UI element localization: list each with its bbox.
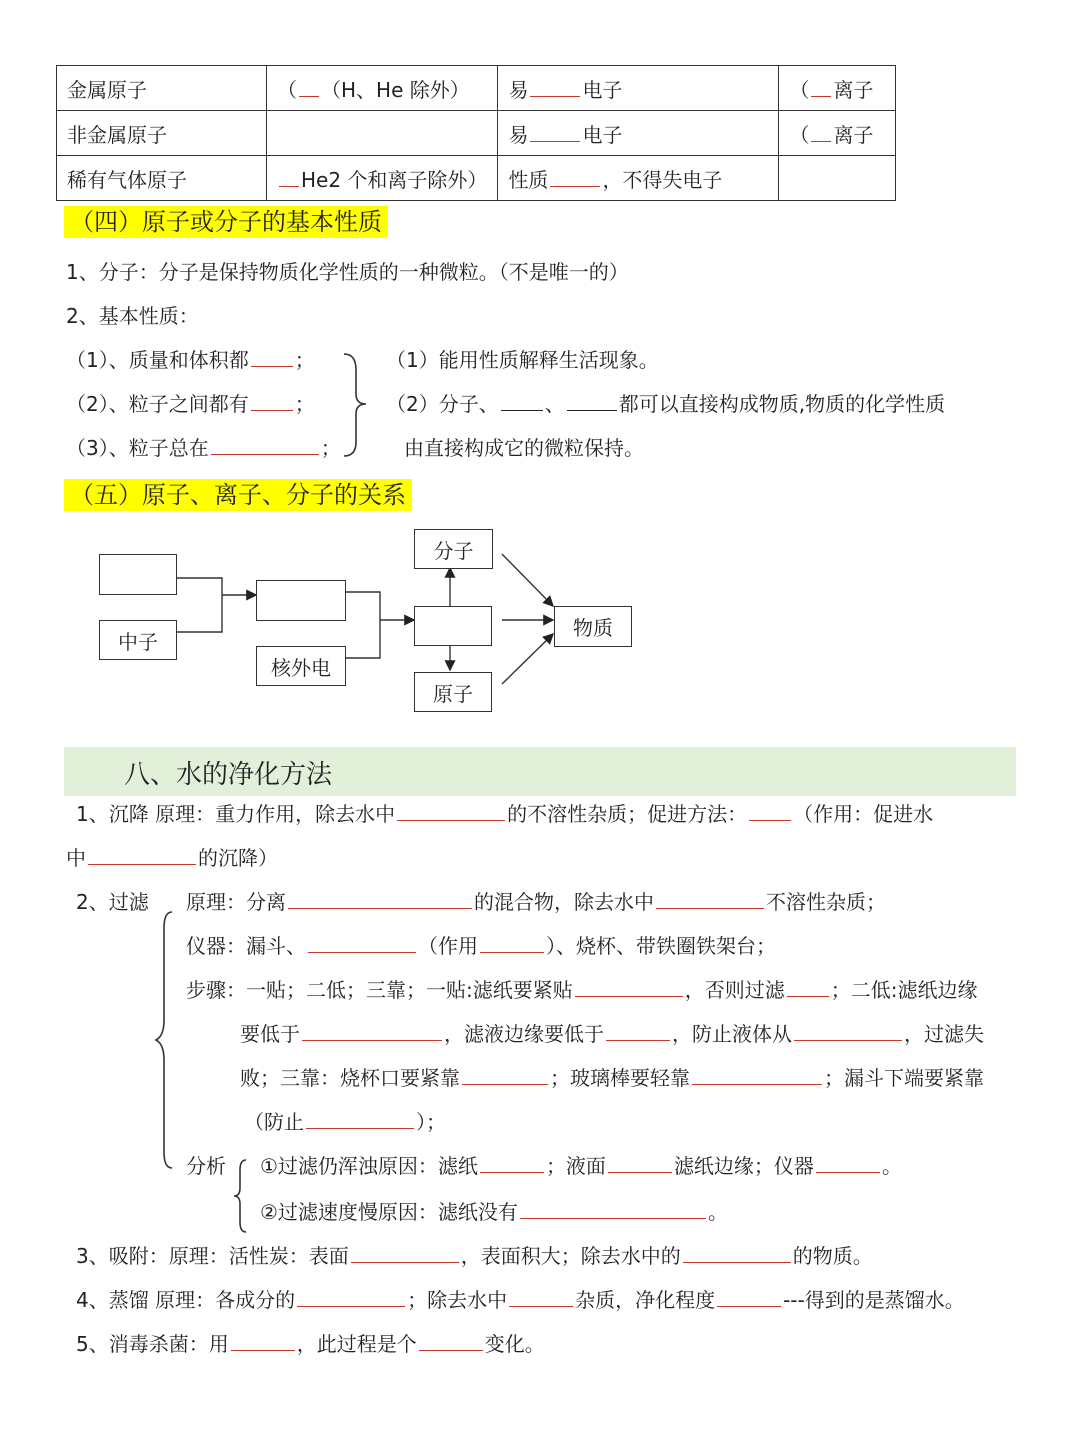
table-cell: 性质 ，不得失电子 <box>498 156 779 201</box>
filtration-steps-4: （防止 ）； <box>244 1110 446 1134</box>
property-note-2: （2）分子、 、 都可以直接构成物质,物质的化学性质 <box>386 392 946 416</box>
section8-title: 八、水的净化方法 <box>124 760 333 790</box>
property-1: （1）、质量和体积都 ； <box>66 348 315 372</box>
filtration-steps-3: 败；三靠：烧杯口要紧靠 ；玻璃棒要轻靠 ；漏斗下端要紧靠 <box>240 1066 984 1090</box>
table-cell: （ 离子 <box>779 66 896 111</box>
analysis-brace-icon <box>230 1156 250 1236</box>
filtration-apparatus: 仪器：漏斗、 （作用 ）、烧杯、带铁圈铁架台； <box>186 934 776 958</box>
section4-heading: （四）原子或分子的基本性质 <box>64 204 388 240</box>
analysis-slow: ②过滤速度慢原因：滤纸没有 。 <box>260 1200 728 1224</box>
matter-box: 物质 <box>554 606 632 647</box>
analysis-turbid: ①过滤仍浑浊原因：滤纸 ；液面 滤纸边缘；仪器 。 <box>260 1154 902 1178</box>
table-row <box>57 156 896 201</box>
table-cell: 易 电子 <box>498 66 779 111</box>
table-cell: 金属原子 <box>57 66 267 111</box>
filtration-principle: 原理：分离 的混合物，除去水中 不溶性杂质； <box>186 890 886 914</box>
filtration-label: 2、过滤 <box>76 890 149 914</box>
blank-box-nucleus <box>256 580 346 621</box>
sedimentation-line-2: 中 的沉降） <box>66 846 278 870</box>
disinfection-line: 5、消毒杀菌：用 ，此过程是个 变化。 <box>76 1332 545 1356</box>
atom-box: 原子 <box>414 672 492 712</box>
table-row <box>57 66 896 111</box>
analysis-label: 分析 <box>186 1154 226 1178</box>
table-cell: 非金属原子 <box>57 111 267 156</box>
neutron-box: 中子 <box>99 620 177 660</box>
table-cell: He2 个和离子除外） <box>267 156 498 201</box>
molecule-definition: 1、分子：分子是保持物质化学性质的一种微粒。（不是唯一的） <box>66 260 629 284</box>
table-cell <box>267 111 498 156</box>
filtration-steps-2: 要低于 ，滤液边缘要低于 ，防止液体从 ，过滤失 <box>240 1022 984 1046</box>
molecule-box: 分子 <box>414 529 493 569</box>
table-cell: （ 离子 <box>779 111 896 156</box>
table-cell: 稀有气体原子 <box>57 156 267 201</box>
property-note-1: （1）能用性质解释生活现象。 <box>386 348 659 372</box>
blank-box-proton <box>99 554 177 595</box>
atom-table <box>56 65 896 201</box>
electron-box: 核外电 <box>256 646 346 686</box>
distillation-line: 4、蒸馏 原理：各成分的 ；除去水中 杂质，净化程度 ---得到的是蒸馏水。 <box>76 1288 965 1312</box>
brace-icon <box>338 350 368 460</box>
table-cell <box>779 156 896 201</box>
filtration-steps-1: 步骤：一贴；二低；三靠；一贴:滤纸要紧贴 ，否则过滤 ；二低:滤纸边缘 <box>186 978 978 1002</box>
filtration-brace-icon <box>152 908 176 1172</box>
property-note-3: 由直接构成它的微粒保持。 <box>404 436 644 460</box>
table-row <box>57 111 896 156</box>
basic-properties-label: 2、基本性质： <box>66 304 199 328</box>
sedimentation-line-1: 1、沉降 原理：重力作用，除去水中 的不溶性杂质；促进方法： （作用：促进水 <box>76 802 934 826</box>
table-cell: 易 电子 <box>498 111 779 156</box>
section5-heading: （五）原子、离子、分子的关系 <box>64 477 412 513</box>
property-2: （2）、粒子之间都有 ； <box>66 392 315 416</box>
property-3: （3）、粒子总在 ； <box>66 436 341 460</box>
adsorption-line: 3、吸附：原理：活性炭：表面 ，表面积大；除去水中的 的物质。 <box>76 1244 873 1268</box>
blank-box-ion <box>414 606 492 646</box>
table-cell: （ （H、He 除外） <box>267 66 498 111</box>
